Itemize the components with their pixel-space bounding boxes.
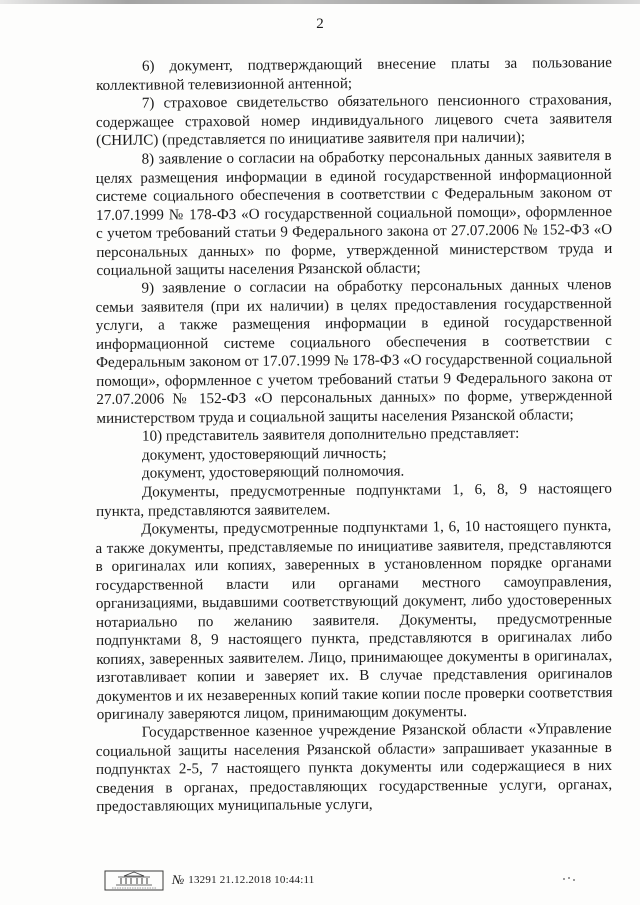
paragraph-identity-doc: документ, удостоверяющий личность; xyxy=(141,445,387,464)
paragraph-government-institution: Государственное казенное учреждение Рязанской области «Управление социальной защиты населения Рязанской области» запрашивает указанные в подпунктах 2-5, 7 настоящего пункта документы или содержащиеся в них сведения в органах, предоставляющих государственные услуги, органах, предоставляющих муниципальные услуги, xyxy=(95,720,613,815)
paragraph-item-7: 7) страховое свидетельство обязательного пенсионного страхования, содержащее страховой номер индивидуального лицевого счета заявителя (СНИЛС) (представляется по инициативе заявителя при наличии); xyxy=(95,91,613,149)
document-body xyxy=(95,54,613,817)
page-number: 2 xyxy=(316,16,324,32)
paragraph-documents-by-applicant: Документы, предусмотренные подпунктами 1, 6, 8, 9 настоящего пункта, представляются заявителем. xyxy=(96,480,612,519)
registration-number-sign: № xyxy=(172,872,185,887)
registration-number: 13291 21.12.2018 10:44:11 xyxy=(188,874,315,886)
paragraph-originals-and-copies: Документы, предусмотренные подпунктами 1, 6, 10 настоящего пункта, а также документы, представляемые по инициативе заявителя, представляются в оригиналах или копиях, заверенных в установленном порядке органами государственной власти или органами местного самоуправления, организациями, выдавшими соответствующий документ, либо удостоверенных нотариально по желанию заявителя. Документы, предусмотренные подпунктами 8, 9 настоящего пункта, представляются в оригиналах либо копиях, заверенных заявителем. Лицо, принимающее документы в оригиналах, изготавливает копии и заверяет их. В случае представления оригиналов документов и их незаверенных копий такие копии после проверки соответствия оригиналу заверяются лицом, принимающим документы. xyxy=(95,517,613,723)
paragraph-item-9: 9) заявление о согласии на обработку персональных данных членов семьи заявителя (при их наличии) в целях предоставления государственной услуги, а также размещения информации в единой государственной информационной системе социального обеспечения в соответствии с Федеральным законом от 17.07.1999 № 178-ФЗ «О государственной социальной помощи», оформленное с учетом требований статьи 9 Федерального закона от 27.07.2006 № 152-ФЗ «О персональных данных» по форме, утвержденной министерством труда и социальной защиты населения Рязанской области; xyxy=(95,276,613,427)
document-footer xyxy=(104,868,314,892)
paragraph-item-6: 6) документ, подтверждающий внесение платы за пользование коллективной телевизионной антенной; xyxy=(96,54,612,94)
scan-top-edge xyxy=(0,0,640,4)
paragraph-authority-doc: документ, удостоверяющий полномочия. xyxy=(141,463,405,482)
paragraph-item-10: 10) представитель заявителя дополнительно представляет: xyxy=(141,425,520,445)
scan-dot-marks xyxy=(562,876,576,882)
government-building-stamp-icon xyxy=(104,868,164,892)
paragraph-item-8: 8) заявление о согласии на обработку персональных данных заявителя в целях размещения информации в единой государственной информационной системе социального обеспечения в соответствии с Федеральным законом от 17.07.1999 № 178-ФЗ «О государственной социальной помощи», оформленное с учетом требований статьи 9 Федерального закона от 27.07.2006 № 152-ФЗ «О персональных данных» по форме, утвержденной министерством труда и социальной защиты населения Рязанской области; xyxy=(95,147,613,279)
